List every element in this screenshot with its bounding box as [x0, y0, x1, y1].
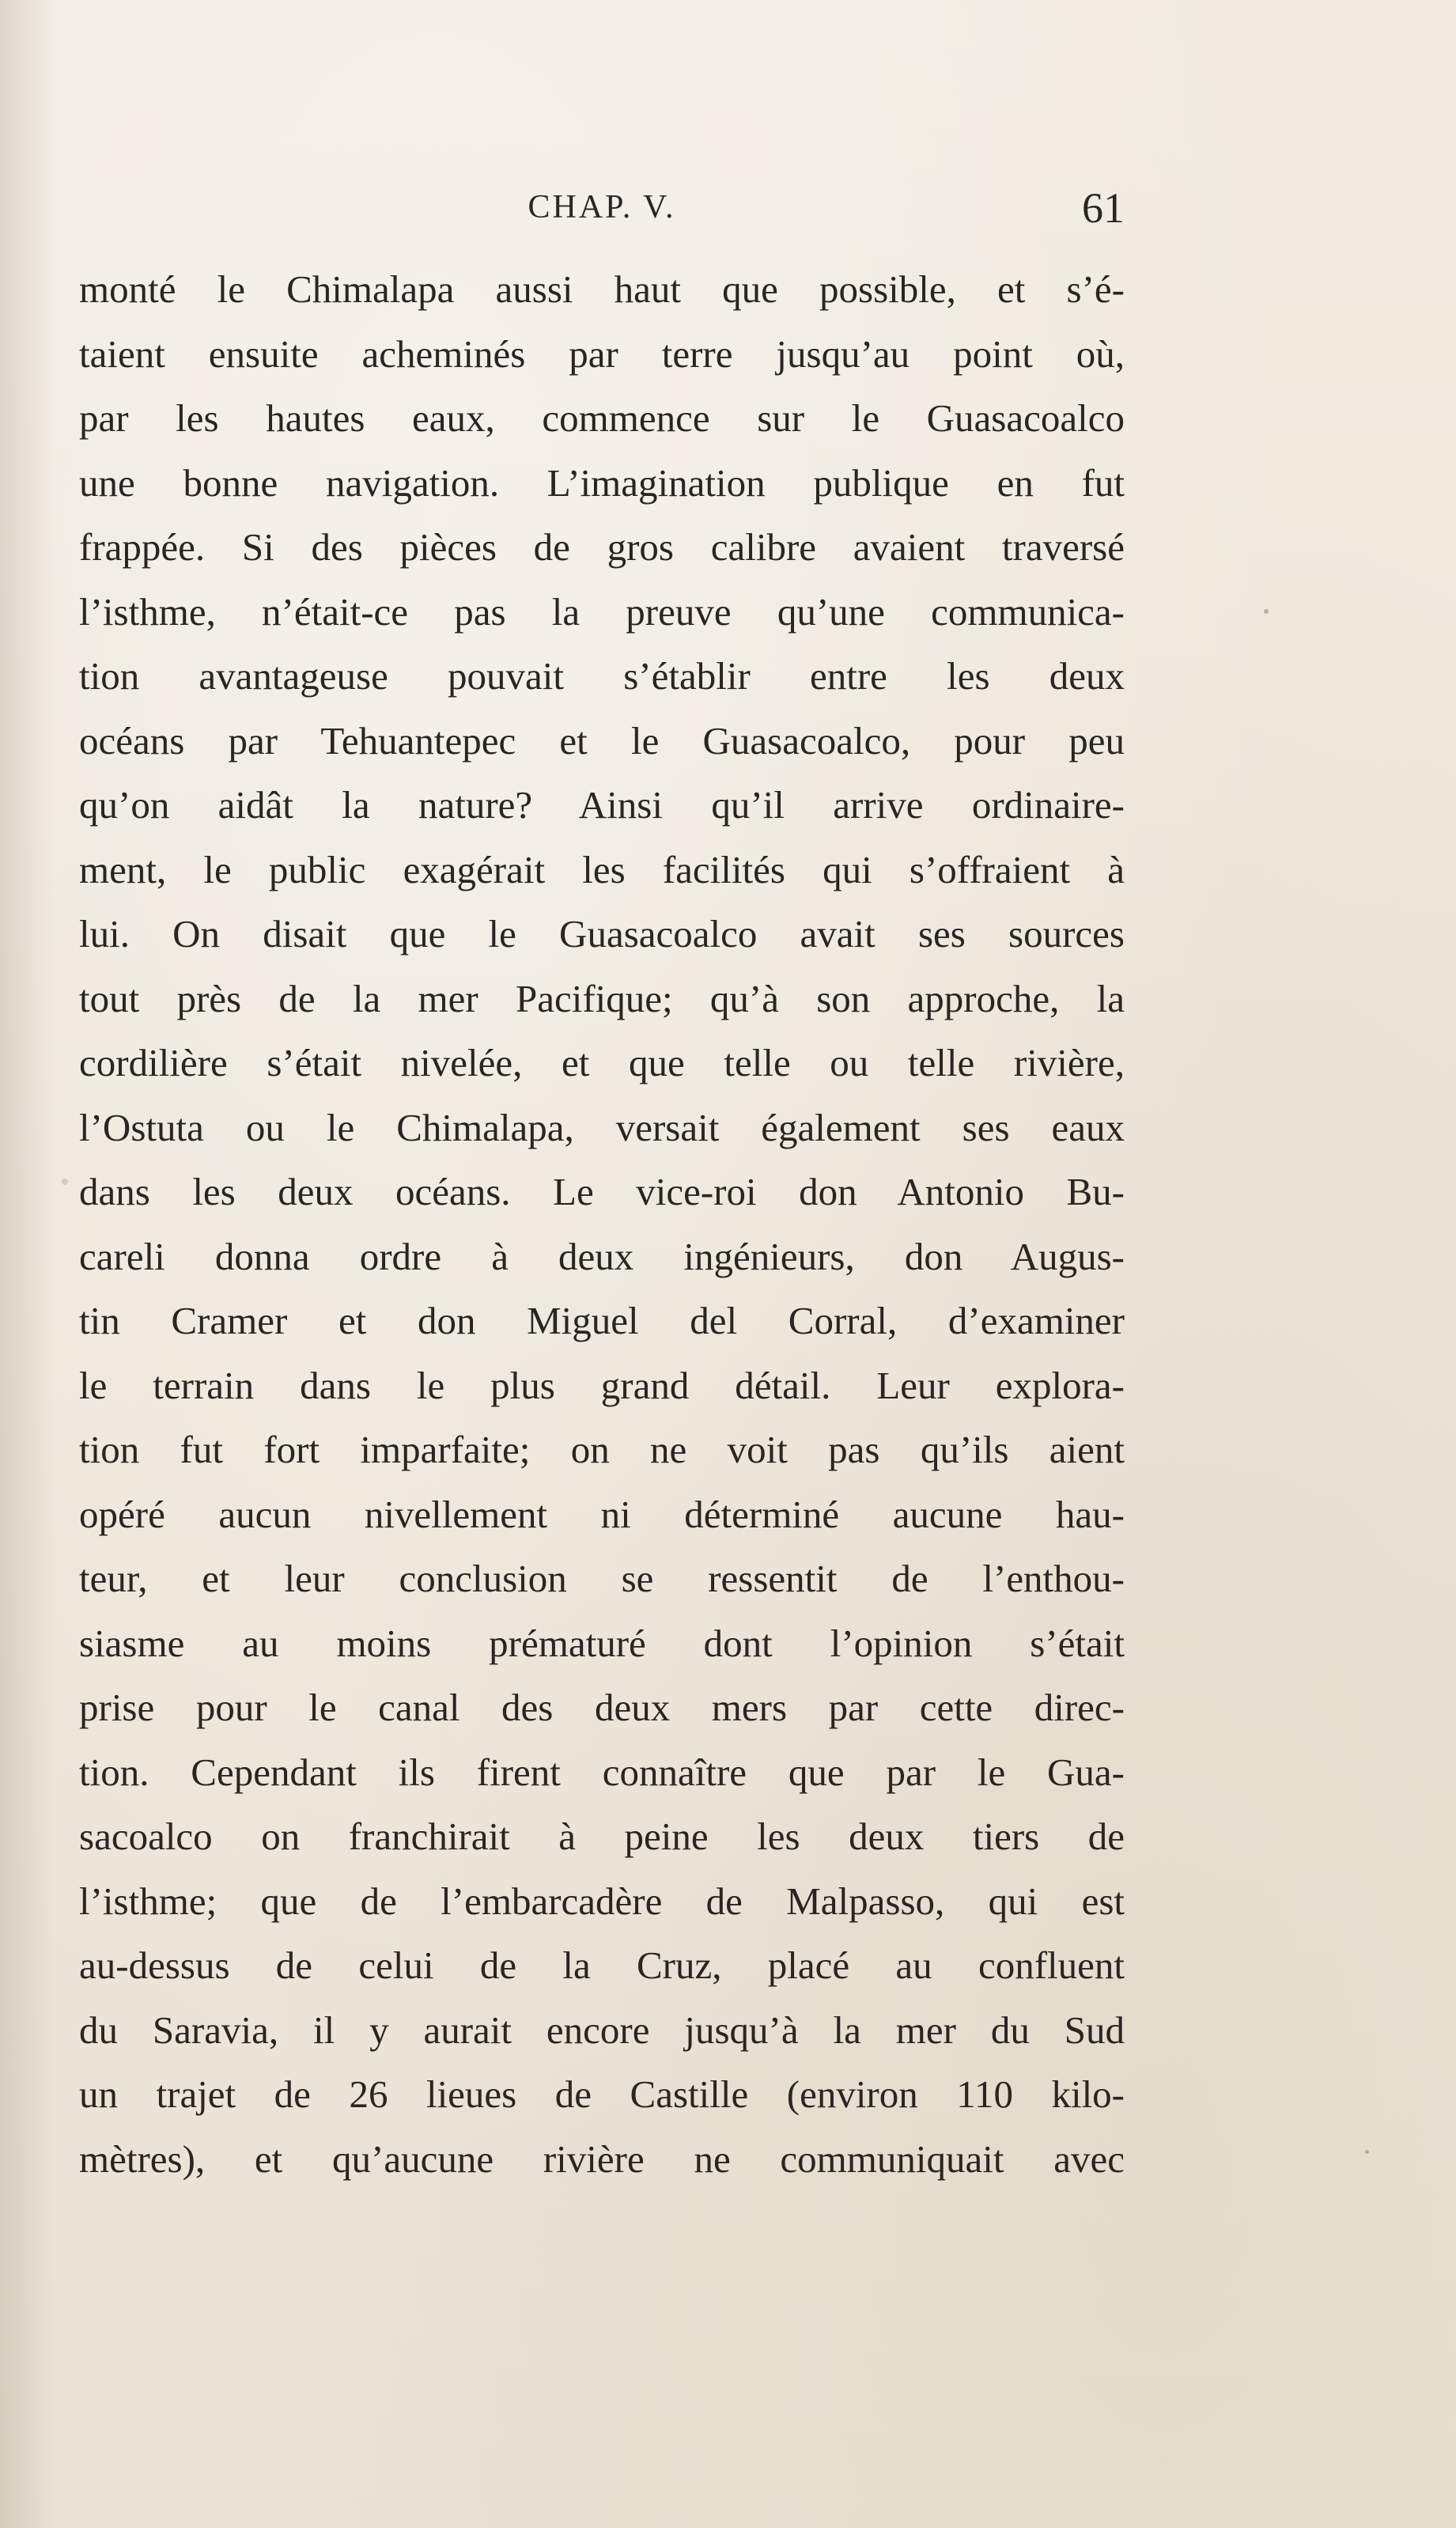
text-line: monté le Chimalapa aussi haut que possible, et s’é- [79, 267, 1125, 311]
text-line: dans les deux océans. Le vice-roi don Antonio Bu- [79, 1170, 1125, 1213]
text-line: tion fut fort imparfaite; on ne voit pas qu’ils aient [79, 1428, 1125, 1471]
text-line: l’isthme; que de l’embarcadère de Malpasso, qui est [79, 1879, 1125, 1923]
text-line: au-dessus de celui de la Cruz, placé au confluent [79, 1943, 1125, 1987]
text-line: l’isthme, n’était-ce pas la preuve qu’une communica- [79, 589, 1125, 634]
chapter-heading: CHAP. V. [528, 189, 676, 225]
text-line: un trajet de 26 lieues de Castille (environ 110 kilo- [79, 2072, 1125, 2116]
running-head [79, 184, 1125, 244]
text-line: une bonne navigation. L’imagination publique en fut [79, 460, 1125, 505]
text-line: prise pour le canal des deux mers par cette direc- [79, 1686, 1125, 1729]
text-line: tion. Cependant ils firent connaître que par le Gua- [79, 1750, 1125, 1794]
text-line: sacoalco on franchirait à peine les deux tiers de [79, 1815, 1125, 1858]
text-line: océans par Tehuantepec et le Guasacoalco, pour peu [79, 718, 1125, 763]
paper-speck [1264, 609, 1269, 614]
text-line: lui. On disait que le Guasacoalco avait ses sources [79, 912, 1125, 956]
text-line: l’Ostuta ou le Chimalapa, versait également ses eaux [79, 1105, 1125, 1149]
paper-speck [62, 1179, 68, 1185]
text-line: cordilière s’était nivelée, et que telle ou telle rivière, [79, 1041, 1125, 1084]
text-line: tin Cramer et don Miguel del Corral, d’examiner [79, 1299, 1125, 1342]
text-line: opéré aucun nivellement ni déterminé aucune hau- [79, 1492, 1125, 1536]
text-line: tout près de la mer Pacifique; qu’à son approche, la [79, 976, 1125, 1020]
text-line: taient ensuite acheminés par terre jusqu’au point où, [79, 331, 1125, 376]
text-line: siasme au moins prématuré dont l’opinion s’était [79, 1621, 1125, 1665]
paper-speck [1365, 2150, 1369, 2154]
page-number: 61 [1082, 184, 1125, 232]
body-text [79, 257, 1125, 2191]
text-line: careli donna ordre à deux ingénieurs, don Augus- [79, 1234, 1125, 1278]
text-line: le terrain dans le plus grand détail. Leur explora- [79, 1363, 1125, 1407]
text-line: du Saravia, il y aurait encore jusqu’à la mer du Sud [79, 2008, 1125, 2052]
text-line: qu’on aidât la nature? Ainsi qu’il arrive ordinaire- [79, 783, 1125, 827]
text-line: par les hautes eaux, commence sur le Guasacoalco [79, 396, 1125, 440]
text-line: tion avantageuse pouvait s’établir entre les deux [79, 654, 1125, 698]
text-line: mètres), et qu’aucune rivière ne communiquait avec [79, 2136, 1125, 2181]
text-line: frappée. Si des pièces de gros calibre avaient traversé [79, 525, 1125, 569]
text-line: ment, le public exagérait les facilités qui s’offraient à [79, 847, 1125, 891]
text-line: teur, et leur conclusion se ressentit de l’enthou- [79, 1557, 1125, 1600]
